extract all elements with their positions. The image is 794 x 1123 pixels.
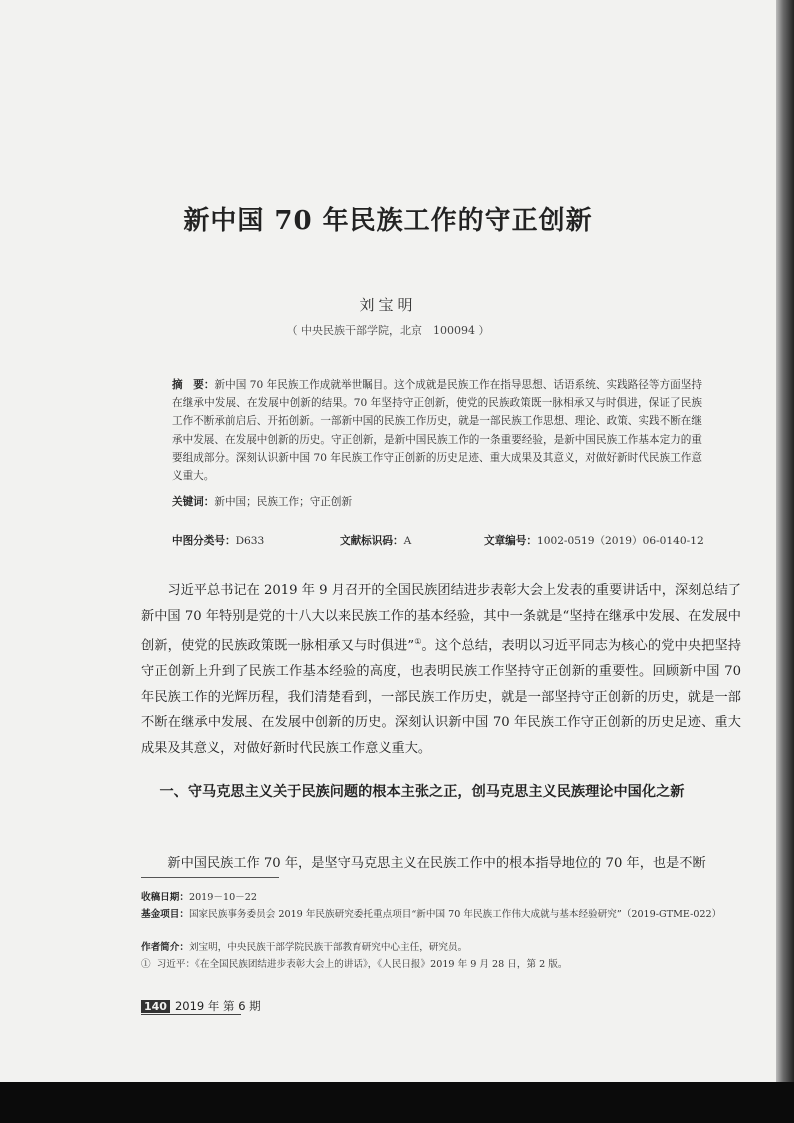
- abstract: [172, 376, 702, 485]
- page-number: 140: [141, 1000, 170, 1013]
- received-label: 收稿日期：: [141, 892, 189, 903]
- received-date: [141, 890, 741, 906]
- bio-value: 刘宝明，中央民族干部学院民族干部教育研究中心主任，研究员。: [188, 942, 468, 953]
- section-heading: 一、守马克思主义关于民族问题的根本主张之正，创马克思主义民族理论中国化之新: [159, 784, 685, 800]
- footnote-divider: [141, 877, 279, 878]
- page-folio: [141, 998, 261, 1014]
- abstract-text: 新中国 70 年民族工作成就举世瞩目。这个成就是民族工作在指导思想、话语系统、实践路径等方面坚持在继承中发展、在发展中创新的结果。70 年坚持守正创新，使党的民族政策既一脉相承又与时俱进，保证了民族工作不断承前启后、开拓创新。一部新中国的民族工作历史，就是一部民族工作思想、理论、政策、实践不断在继承中发展、在发展中创新的历史。守正创新，是新中国民族工作的一条重要经验，是新中国民族工作基本定力的重要组成部分。深刻认识新中国 70 年民族工作守正创新的历史足迹、重大成果及其意义，对做好新时代民族工作意义重大。: [172, 379, 702, 483]
- scan-border: [0, 1082, 794, 1123]
- article-number-value: 1002-0519（2019）06-0140-12: [536, 535, 704, 547]
- section-paragraph: 新中国民族工作 70 年，是坚守马克思主义在民族工作中的根本指导地位的 70 年，也是不断: [167, 856, 706, 871]
- doc-code-value: A: [403, 535, 412, 547]
- intro-text-after-note: 。这个总结，表明以习近平同志为核心的党中央把坚持守正创新上升到了民族工作基本经验的高度，也表明民族工作坚持守正创新的重要性。回顾新中国 70 年民族工作的光辉历程，我们清楚看到，一部民族工作历史，就是一部坚持守正创新的历史，就是一部不断在继承中发展、在发展中创新的历史。深刻认识新中国 70 年民族工作守正创新的历史足迹、重大成果及其意义，对做好新时代民族工作意义重大。: [141, 638, 742, 756]
- bio-label: 作者简介：: [141, 942, 189, 953]
- article-number: [484, 533, 704, 548]
- author-bio: [141, 940, 741, 956]
- footnote-1-text: 习近平：《在全国民族团结进步表彰大会上的讲话》，《人民日报》2019 年 9 月 28 日，第 2 版。: [156, 959, 568, 970]
- abstract-label: 摘 要：: [172, 379, 215, 391]
- article-author: 刘宝明: [359, 296, 417, 314]
- fund-project: [141, 907, 741, 923]
- keywords: [172, 494, 702, 509]
- article-title: 新中国 70 年民族工作的守正创新: [183, 206, 593, 236]
- intro-paragraph: [141, 578, 741, 762]
- issue-label: 2019 年 第 6 期: [174, 999, 261, 1013]
- document-code: [340, 533, 411, 548]
- folio-underline: [141, 1014, 241, 1015]
- fund-label: 基金项目：: [141, 909, 189, 920]
- article-number-label: 文章编号：: [484, 535, 537, 547]
- author-affiliation: （ 中央民族干部学院，北京 100094 ）: [286, 324, 490, 337]
- footnote-1: [141, 957, 741, 973]
- intro-text-before-note: 习近平总书记在 2019 年 9 月召开的全国民族团结进步表彰大会上发表的重要讲话中，深刻总结了新中国 70 年特别是党的十八大以来民族工作的基本经验，其中一条就是“坚持在继承中发展、在发展中创新，使党的民族政策既一脉相承又与时俱进”: [141, 583, 741, 654]
- received-value: 2019－10－22: [188, 892, 257, 903]
- fund-value: 国家民族事务委员会 2019 年民族研究委托重点项目“新中国 70 年民族工作伟大成就与基本经验研究”（2019-GTME-022）: [188, 909, 722, 920]
- clc-value: D633: [235, 535, 265, 547]
- clc-label: 中图分类号：: [172, 535, 236, 547]
- footnote-marker[interactable]: ①: [414, 637, 422, 647]
- clc-number: [172, 533, 264, 548]
- keywords-label: 关键词：: [172, 496, 215, 508]
- keywords-text: 新中国；民族工作；守正创新: [214, 496, 353, 508]
- footnote-1-marker: ①: [141, 959, 151, 970]
- book-spine-edge: [776, 0, 794, 1123]
- doc-code-label: 文献标识码：: [340, 535, 404, 547]
